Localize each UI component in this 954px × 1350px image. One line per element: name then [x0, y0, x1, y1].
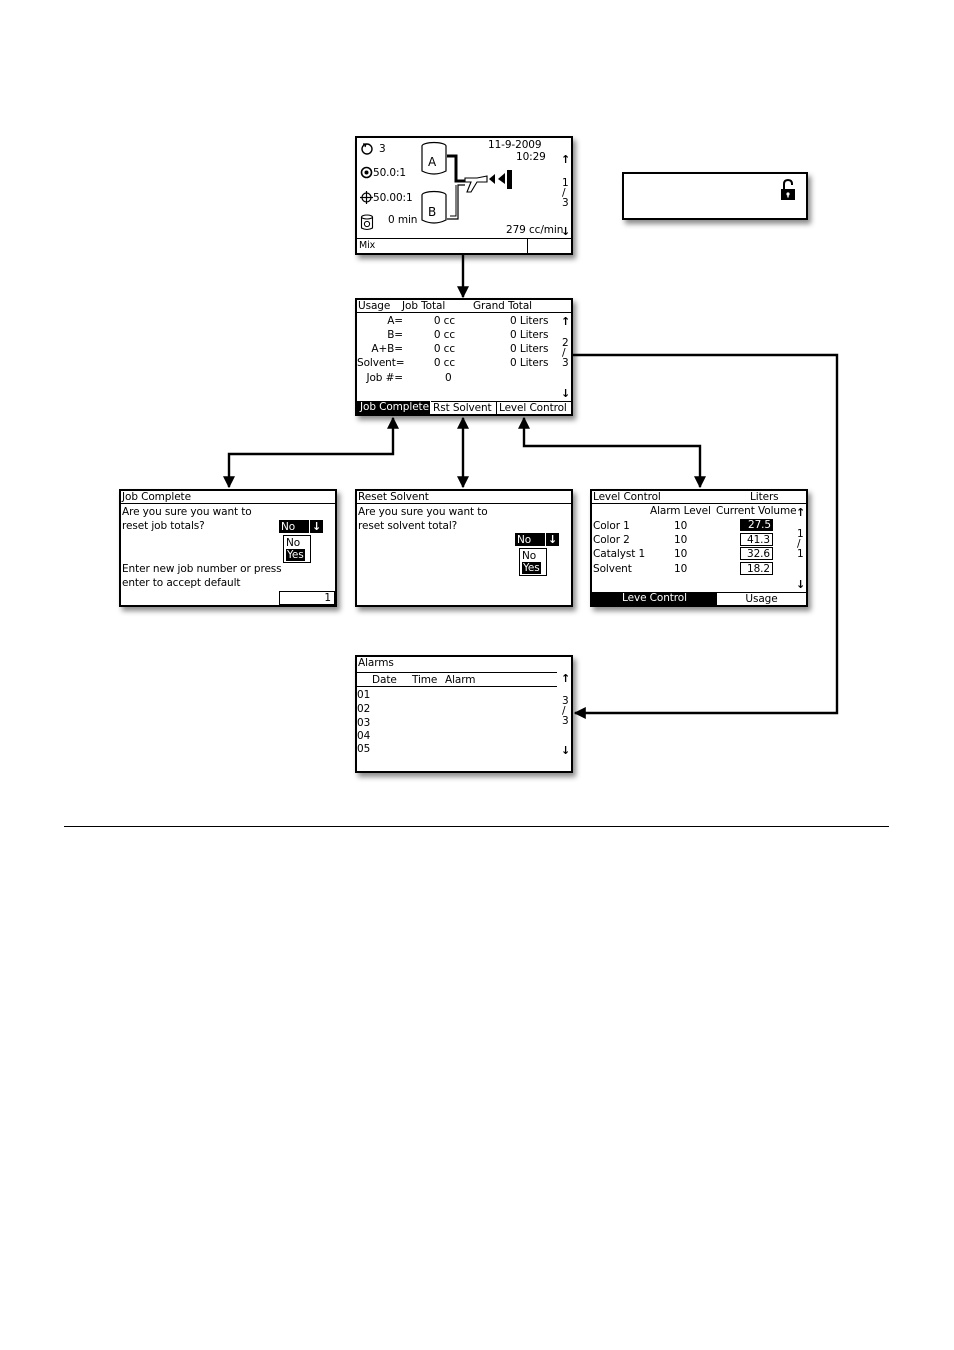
level-row-volume[interactable]: 18.2	[740, 562, 773, 575]
softkey-rst-solvent[interactable]: Rst Solvent	[431, 401, 497, 414]
job-complete-screen	[119, 489, 337, 607]
tank-a-label: A	[428, 155, 437, 169]
alarms-page-sep: /	[562, 705, 566, 717]
alarm-row[interactable]: 01	[357, 689, 371, 701]
job-complete-line2: reset job totals?	[122, 520, 205, 532]
select-divider	[545, 533, 546, 546]
level-row-name: Catalyst 1	[593, 548, 646, 560]
level-row-volume[interactable]: 41.3	[740, 533, 773, 546]
scroll-down-icon[interactable]: ↓	[561, 387, 571, 400]
run-screen	[355, 136, 573, 255]
usage-header-rule	[357, 312, 571, 313]
scroll-up-icon[interactable]: ↑	[796, 506, 806, 519]
level-row-alarm: 10	[674, 563, 688, 575]
reset-job-select-value: No	[281, 521, 296, 533]
reset-solvent-select-value: No	[517, 534, 532, 546]
ratio-actual-icon	[360, 191, 373, 204]
alarms-title: Alarms	[358, 657, 394, 669]
softkey-usage[interactable]: Usage	[717, 592, 806, 605]
level-control-title: Level Control	[593, 491, 661, 503]
run-status-divider	[357, 238, 571, 239]
job-complete-line3: Enter new job number or press	[122, 563, 282, 575]
level-control-screen	[590, 489, 808, 607]
usage-page-current: 2	[562, 337, 569, 349]
scroll-up-icon[interactable]: ↑	[561, 672, 571, 685]
job-number-label: Job #=	[366, 372, 403, 384]
run-page-sep: /	[562, 187, 566, 199]
level-control-title-rule	[592, 503, 806, 504]
usage-row-grand: 0 Liters	[510, 357, 549, 369]
level-row-name: Color 1	[593, 520, 630, 532]
usage-row-grand: 0 Liters	[510, 329, 549, 341]
usage-row-job: 0 cc	[433, 357, 455, 369]
chevron-down-icon[interactable]: ↓	[548, 533, 558, 546]
job-number-input[interactable]	[279, 591, 335, 605]
job-complete-title: Job Complete	[122, 491, 191, 503]
run-time: 10:29	[516, 151, 546, 163]
alarms-title-rule	[357, 672, 557, 673]
reset-job-options	[283, 535, 311, 563]
usage-row-job: 0 cc	[433, 315, 455, 327]
flow-rate: 279 cc/min	[506, 224, 564, 236]
level-control-units: Liters	[750, 491, 779, 503]
alarm-row[interactable]: 02	[357, 703, 371, 715]
usage-row-label: B=	[387, 329, 403, 341]
reset-solvent-screen	[355, 489, 573, 607]
usage-row-label: A+B=	[371, 343, 403, 355]
job-number-value: 0	[445, 372, 452, 384]
header-alarm: Alarm	[445, 674, 476, 686]
usage-page-sep: /	[562, 347, 566, 359]
arrow-usage-to-level-control	[524, 418, 700, 487]
unlock-icon[interactable]	[780, 179, 796, 201]
scroll-up-icon[interactable]: ↑	[561, 315, 571, 328]
mix-cycle-icon	[360, 141, 374, 155]
alarm-row[interactable]: 04	[357, 730, 371, 742]
softkey-level-control[interactable]: Leve Control	[592, 592, 717, 605]
tank-b-label: B	[428, 205, 437, 219]
level-page-total: 1	[797, 548, 804, 560]
usage-header-usage: Usage	[358, 300, 391, 312]
level-page-sep: /	[797, 538, 801, 550]
mix-count: 3	[379, 143, 386, 155]
usage-row-grand: 0 Liters	[510, 343, 549, 355]
usage-screen	[355, 298, 573, 416]
level-row-alarm: 10	[674, 534, 688, 546]
ratio-set: 50.0:1	[373, 167, 406, 179]
usage-header-grand-total: Grand Total	[473, 300, 532, 312]
scroll-down-icon[interactable]: ↓	[796, 578, 806, 591]
pot-life: 0 min	[388, 214, 418, 226]
reset-solvent-title: Reset Solvent	[358, 491, 429, 503]
scroll-down-icon[interactable]: ↓	[561, 225, 571, 238]
softkey-level-control[interactable]: Level Control	[497, 401, 571, 414]
scroll-down-icon[interactable]: ↓	[561, 744, 571, 757]
job-complete-title-rule	[121, 503, 335, 504]
option-yes[interactable]: Yes	[523, 562, 540, 574]
run-date: 11-9-2009	[488, 139, 542, 151]
reset-solvent-options	[519, 548, 547, 576]
level-row-name: Solvent	[593, 563, 632, 575]
page-divider	[64, 826, 889, 827]
scroll-up-icon[interactable]: ↑	[561, 153, 571, 166]
header-date: Date	[372, 674, 397, 686]
run-status-split	[527, 238, 528, 253]
usage-row-label: A=	[387, 315, 403, 327]
arrow-usage-to-job-complete	[229, 418, 393, 487]
ratio-actual: 50.00:1	[373, 192, 413, 204]
job-complete-line1: Are you sure you want to	[122, 506, 252, 518]
header-time: Time	[412, 674, 438, 686]
level-row-volume[interactable]: 27.5	[740, 519, 773, 531]
alarm-row[interactable]: 05	[357, 743, 371, 755]
alarms-header-rule	[357, 686, 557, 687]
mix-line-icon	[445, 152, 525, 224]
option-no[interactable]: No	[522, 550, 537, 562]
lock-status-panel	[622, 172, 808, 220]
option-no[interactable]: No	[286, 537, 301, 549]
pot-life-icon	[360, 214, 374, 231]
alarms-page-total: 3	[562, 715, 569, 727]
job-complete-line4: enter to accept default	[122, 577, 241, 589]
reset-solvent-select[interactable]	[515, 533, 559, 546]
reset-job-select[interactable]	[279, 520, 323, 533]
level-row-alarm: 10	[674, 548, 688, 560]
ratio-target-icon	[360, 166, 373, 179]
run-status: Mix	[359, 240, 376, 251]
select-divider	[309, 520, 310, 533]
alarm-row[interactable]: 03	[357, 717, 371, 729]
alarms-screen	[355, 655, 573, 773]
header-alarm-level: Alarm Level	[650, 505, 711, 517]
chevron-down-icon[interactable]: ↓	[312, 520, 322, 533]
option-yes[interactable]: Yes	[287, 549, 304, 561]
reset-solvent-title-rule	[357, 503, 571, 504]
level-row-alarm: 10	[674, 520, 688, 532]
usage-page-total: 3	[562, 357, 569, 369]
level-row-volume[interactable]: 32.6	[740, 547, 773, 560]
softkey-job-complete[interactable]: Job Complete	[357, 401, 430, 414]
run-page-total: 3	[562, 197, 569, 209]
alarms-page-current: 3	[562, 695, 569, 707]
reset-solvent-line2: reset solvent total?	[358, 520, 458, 532]
job-number-input-value: 1	[324, 592, 331, 604]
run-page-1: 1	[562, 177, 569, 189]
reset-solvent-line1: Are you sure you want to	[358, 506, 488, 518]
usage-row-job: 0 cc	[433, 343, 455, 355]
usage-row-label: Solvent=	[357, 357, 405, 369]
usage-row-job: 0 cc	[433, 329, 455, 341]
usage-header-job-total: Job Total	[402, 300, 446, 312]
header-current-volume: Current Volume	[716, 505, 797, 517]
usage-row-grand: 0 Liters	[510, 315, 549, 327]
level-row-name: Color 2	[593, 534, 630, 546]
level-page-current: 1	[797, 528, 804, 540]
